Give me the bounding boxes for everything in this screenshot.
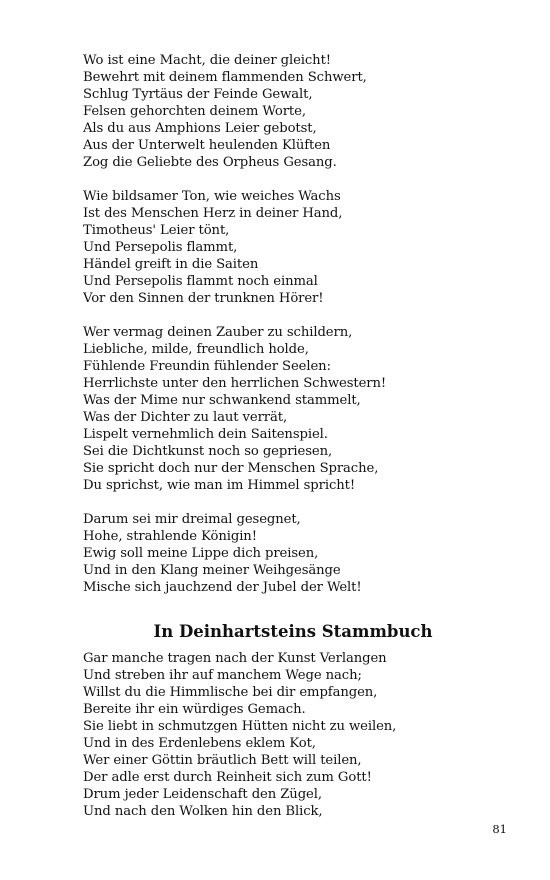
verse-line: Wer vermag deinen Zauber zu schildern, [83, 325, 353, 340]
verse-line: Liebliche, milde, freundlich holde, [83, 342, 309, 357]
verse-line: Und streben ihr auf manchem Wege nach; [83, 668, 362, 683]
verse-line: Händel greift in die Saiten [83, 257, 259, 272]
verse-line: Darum sei mir dreimal gesegnet, [83, 512, 301, 527]
verse-line: Drum jeder Leidenschaft den Zügel, [83, 787, 322, 802]
page-number: 81 [492, 822, 507, 836]
verse-line: Und in den Klang meiner Weihgesänge [83, 563, 341, 578]
verse-line: Vor den Sinnen der trunknen Hörer! [83, 291, 324, 306]
verse-line: Mische sich jauchzend der Jubel der Welt! [83, 580, 362, 595]
verse-line: Lispelt vernehmlich dein Saitenspiel. [83, 427, 328, 442]
verse-line: Du sprichst, wie man im Himmel spricht! [83, 478, 356, 493]
verse-line: Als du aus Amphions Leier gebotst, [83, 121, 317, 136]
verse-line: Sie spricht doch nur der Menschen Sprache, [83, 461, 379, 476]
verse-line: Timotheus' Leier tönt, [83, 223, 230, 238]
verse-line: Wie bildsamer Ton, wie weiches Wachs [83, 189, 341, 204]
page-body [83, 52, 523, 837]
verse-line: Und nach den Wolken hin den Blick, [83, 804, 323, 819]
verse-line: Willst du die Himmlische bei dir empfangen, [83, 685, 378, 700]
verse-line: Ist des Menschen Herz in deiner Hand, [83, 206, 343, 221]
verse-line: Herrlichste unter den herrlichen Schwestern! [83, 376, 387, 391]
second-poem-lines [83, 650, 523, 820]
verse-line: Hohe, strahlende Königin! [83, 529, 257, 544]
verse-line: Der adle erst durch Reinheit sich zum Gott! [83, 770, 372, 785]
verse-line: Ewig soll meine Lippe dich preisen, [83, 546, 319, 561]
poem-stanzas [83, 52, 523, 596]
verse-line: Aus der Unterwelt heulenden Klüften [83, 138, 331, 153]
verse-line: Felsen gehorchten deinem Worte, [83, 104, 306, 119]
verse-line: Und in des Erdenlebens eklem Kot, [83, 736, 316, 751]
stanza [83, 511, 523, 596]
verse-line: Wo ist eine Macht, die deiner gleicht! [83, 53, 331, 68]
verse-line: Bewehrt mit deinem flammenden Schwert, [83, 70, 367, 85]
verse-line: Was der Dichter zu laut verrät, [83, 410, 288, 425]
verse-line: Gar manche tragen nach der Kunst Verlangen [83, 651, 387, 666]
verse-line: Sie liebt in schmutzgen Hütten nicht zu weilen, [83, 719, 397, 734]
verse-line: Schlug Tyrtäus der Feinde Gewalt, [83, 87, 313, 102]
verse-line: Was der Mime nur schwankend stammelt, [83, 393, 361, 408]
verse-line: Fühlende Freundin fühlender Seelen: [83, 359, 331, 374]
stanza [83, 324, 523, 494]
stanza [83, 52, 523, 171]
poem-title: In Deinhartsteins Stammbuch [153, 622, 433, 641]
stanza [83, 188, 523, 307]
verse-line: Bereite ihr ein würdiges Gemach. [83, 702, 306, 717]
verse-line: Sei die Dichtkunst noch so gepriesen, [83, 444, 333, 459]
verse-line: Und Persepolis flammt noch einmal [83, 274, 318, 289]
verse-line: Wer einer Göttin bräutlich Bett will teilen, [83, 753, 362, 768]
verse-line: Zog die Geliebte des Orpheus Gesang. [83, 155, 337, 170]
verse-line: Und Persepolis flammt, [83, 240, 238, 255]
